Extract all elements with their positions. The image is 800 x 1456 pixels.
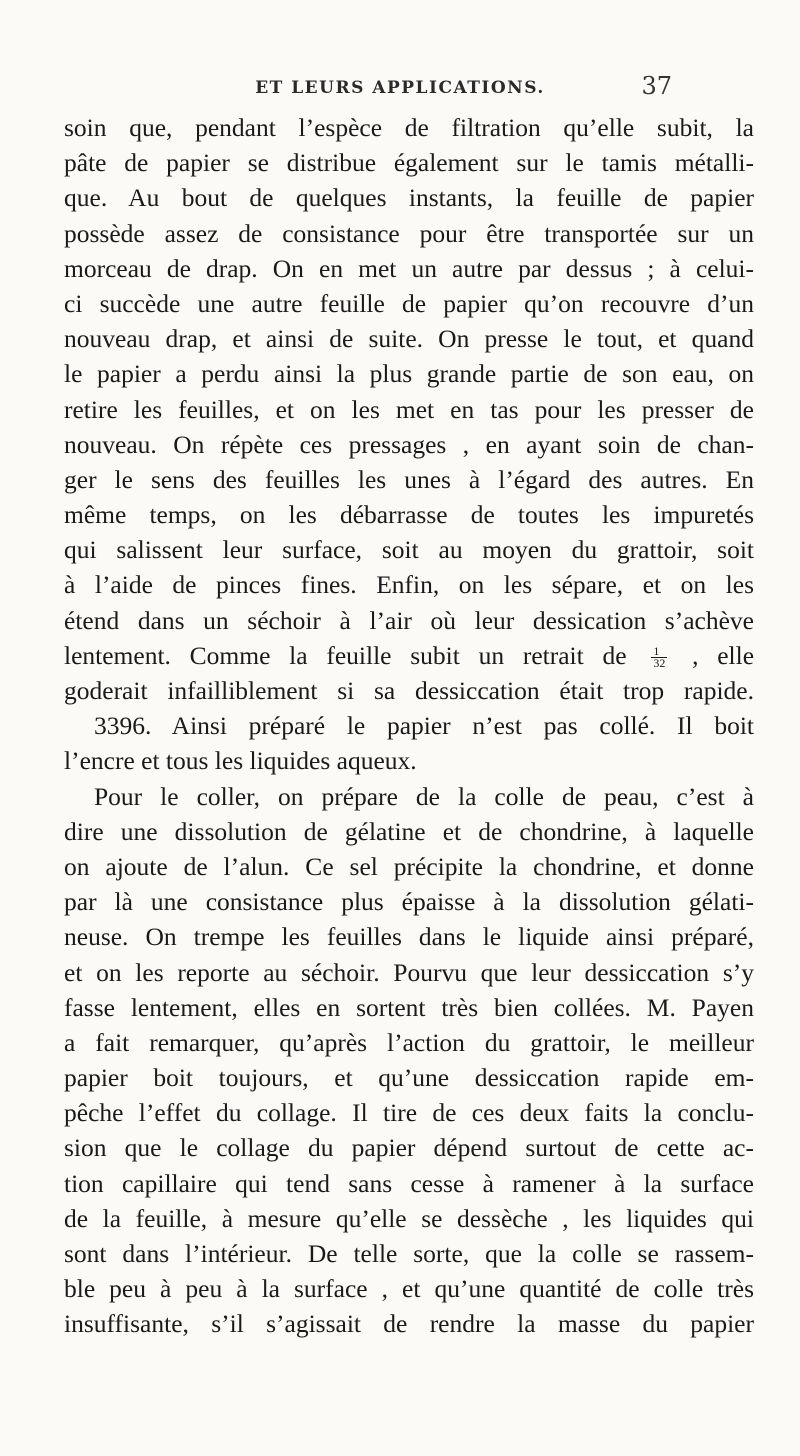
running-title: ET LEURS APPLICATIONS. [255, 78, 545, 98]
page-number: 37 [641, 72, 672, 100]
text-line: que. Au bout de quelques instants, la feuille de papier [64, 183, 754, 213]
body-text [64, 110, 754, 1342]
text-fragment: lentement. Comme la feuille subit un retrait de [64, 640, 627, 670]
text-line: nouveau. On répète ces pressages , en ayant soin de chan- [64, 429, 754, 459]
text-line: on ajoute de l’alun. Ce sel précipite la chondrine, et donne [64, 851, 754, 881]
text-line: sont dans l’intérieur. De telle sorte, que la colle se rassem- [64, 1239, 754, 1268]
text-line: ci succède une autre feuille de papier qu’on recouvre d’un [64, 288, 754, 318]
text-line: ger le sens des feuilles les unes à l’égard des autres. En [64, 464, 754, 494]
fraction [651, 646, 667, 669]
text-line: et on les reporte au séchoir. Pourvu que leur dessiccation s’y [64, 957, 754, 987]
text-line: goderait infailliblement si sa dessiccation était trop rapide. [64, 676, 754, 705]
paragraph-start-line: Pour le coller, on prépare de la colle de peau, c’est à [94, 781, 754, 811]
text-line: tion capillaire qui tend sans cesse à ramener à la surface [64, 1168, 754, 1198]
fraction-numerator: 1 [651, 646, 667, 658]
text-line: de la feuille, à mesure qu’elle se dessèche , les liquides qui [64, 1203, 754, 1233]
text-line: retire les feuilles, et on les met en tas pour les presser de [64, 394, 754, 424]
text-line: étend dans un séchoir à l’air où leur dessication s’achève [64, 605, 754, 635]
text-line: même temps, on les débarrasse de toutes les impuretés [64, 500, 754, 530]
text-fragment: , elle [692, 640, 755, 670]
text-line: pêche l’effet du collage. Il tire de ces deux faits la conclu- [64, 1098, 754, 1128]
text-line: sion que le collage du papier dépend surtout de cette ac- [64, 1133, 754, 1163]
text-line: à l’aide de pinces fines. Enfin, on les sépare, et on les [64, 570, 754, 600]
text-line-with-fraction [64, 638, 754, 673]
paragraph-start-line: 3396. Ainsi préparé le papier n’est pas collé. Il boit [94, 711, 754, 741]
running-head [0, 72, 800, 112]
text-line: fasse lentement, elles en sortent très bien collées. M. Payen [64, 992, 754, 1022]
text-line: a fait remarquer, qu’après l’action du grattoir, le meilleur [64, 1027, 754, 1057]
text-line: qui salissent leur surface, soit au moyen du grattoir, soit [64, 535, 754, 565]
fraction-denominator: 32 [653, 656, 666, 671]
text-line: papier boit toujours, et qu’une dessiccation rapide em- [64, 1063, 754, 1093]
text-line: dire une dissolution de gélatine et de chondrine, à laquelle [64, 816, 754, 846]
text-line: morceau de drap. On en met un autre par dessus ; à celui- [64, 253, 754, 283]
text-line: neuse. On trempe les feuilles dans le liquide ainsi préparé, [64, 922, 754, 952]
text-line: pâte de papier se distribue également sur le tamis métalli- [64, 148, 754, 178]
text-line: possède assez de consistance pour être transportée sur un [64, 218, 754, 248]
text-line: insuffisante, s’il s’agissait de rendre la masse du papier [64, 1309, 754, 1339]
text-line: par là une consistance plus épaisse à la dissolution gélati- [64, 887, 754, 917]
paragraph-end-line: l’encre et tous les liquides aqueux. [64, 746, 417, 776]
text-line: soin que, pendant l’espèce de filtration qu’elle subit, la [64, 113, 754, 142]
text-line: nouveau drap, et ainsi de suite. On presse le tout, et quand [64, 324, 754, 354]
text-line: le papier a perdu ainsi la plus grande partie de son eau, on [64, 359, 754, 389]
text-line: ble peu à peu à la surface , et qu’une quantité de colle très [64, 1274, 754, 1304]
